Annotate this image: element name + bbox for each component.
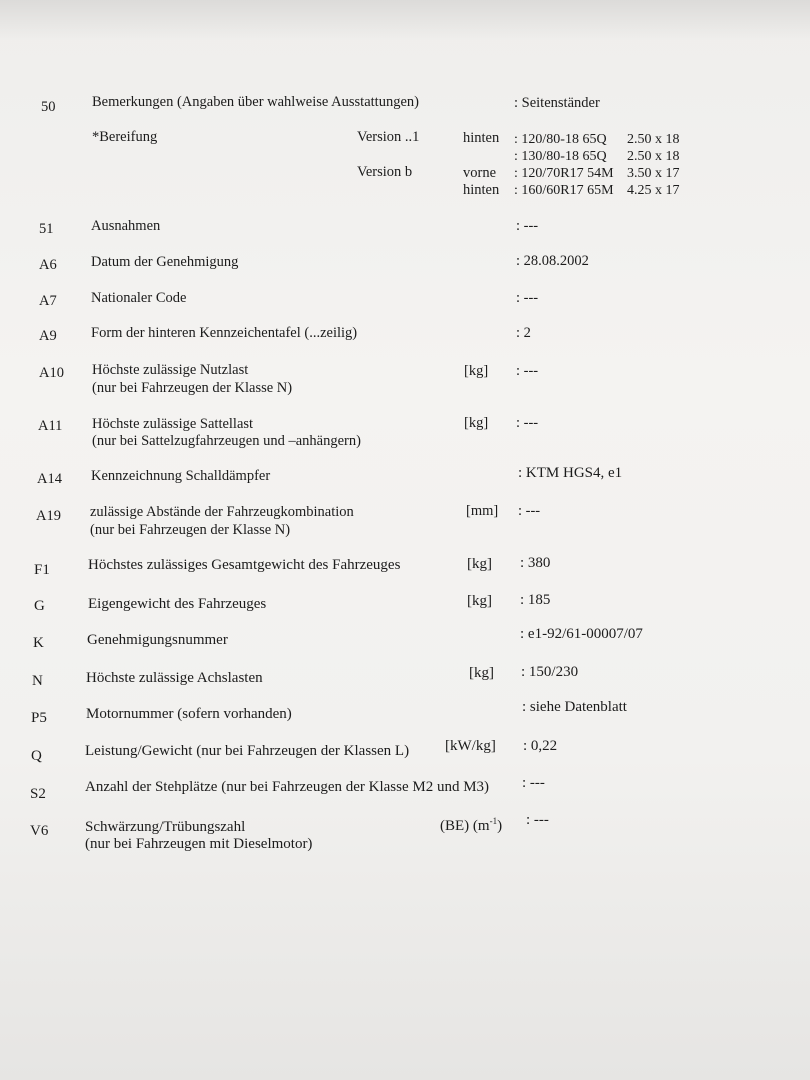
row-code: K <box>33 635 44 651</box>
row-code: F1 <box>34 562 50 578</box>
row-unit-close: ) <box>497 818 503 834</box>
row-value: : 380 <box>520 555 551 571</box>
row-code: 50 <box>41 99 56 115</box>
row-unit: [kg] <box>464 415 489 431</box>
tyres-version-1: Version ..1 <box>357 129 420 145</box>
row-value: : --- <box>516 218 539 234</box>
tyre-spec: : 130/80-18 65Q <box>514 149 607 164</box>
row-code: A10 <box>39 365 64 381</box>
row-code: A11 <box>38 418 63 434</box>
row-label: Genehmigungsnummer <box>87 632 228 648</box>
row-code: A7 <box>39 293 57 309</box>
row-label: zulässige Abstände der Fahrzeugkombination <box>90 504 354 520</box>
tyre-rim: 4.25 x 17 <box>627 183 680 198</box>
row-code: S2 <box>30 786 46 802</box>
row-value: : 2 <box>516 325 531 341</box>
row-unit: [kg] <box>469 665 494 681</box>
tyres-position-front: vorne <box>463 165 497 181</box>
row-value: : 0,22 <box>523 738 558 754</box>
row-label: Nationaler Code <box>91 290 187 306</box>
row-label: Leistung/Gewicht (nur bei Fahrzeugen der Klassen L) <box>85 743 410 759</box>
row-label-note: (nur bei Sattelzugfahrzeugen und –anhängern) <box>92 433 361 449</box>
row-value: : --- <box>516 363 539 379</box>
row-code: P5 <box>31 710 47 726</box>
row-label: Ausnahmen <box>91 218 161 234</box>
row-label: Form der hinteren Kennzeichentafel (...zeilig) <box>91 325 358 341</box>
tyre-rim: 2.50 x 18 <box>627 149 680 164</box>
row-label: Datum der Genehmigung <box>91 254 239 270</box>
row-label: Schwärzung/Trübungszahl <box>85 819 246 835</box>
row-value: : --- <box>526 812 549 828</box>
row-label: Motornummer (sofern vorhanden) <box>86 706 292 722</box>
row-value: : e1-92/61-00007/07 <box>520 626 643 642</box>
row-label: Eigengewicht des Fahrzeuges <box>88 596 267 612</box>
tyres-position-rear: hinten <box>463 182 500 198</box>
row-label: Höchste zulässige Achslasten <box>86 670 263 686</box>
tyre-rim: 2.50 x 18 <box>627 132 680 147</box>
row-label-note: (nur bei Fahrzeugen der Klasse N) <box>90 522 291 538</box>
row-code: G <box>34 598 45 614</box>
row-value: : --- <box>516 415 539 431</box>
row-label: Anzahl der Stehplätze (nur bei Fahrzeugen der Klasse M2 und M3) <box>85 779 490 795</box>
row-value: : KTM HGS4, e1 <box>518 465 623 481</box>
row-value: : siehe Datenblatt <box>522 699 627 715</box>
row-value: : --- <box>516 290 539 306</box>
row-code: Q <box>31 748 42 764</box>
row-label-note: (nur bei Fahrzeugen mit Dieselmotor) <box>85 836 313 852</box>
tyre-spec: : 160/60R17 65M <box>514 183 614 198</box>
row-value: : --- <box>522 775 545 791</box>
row-unit: [kg] <box>467 593 492 609</box>
row-code: V6 <box>30 823 49 839</box>
row-code: A14 <box>37 471 62 487</box>
row-unit: [mm] <box>466 503 499 519</box>
tyres-version-b: Version b <box>357 164 413 180</box>
tyres-position-rear: hinten <box>463 130 500 146</box>
tyre-spec: : 120/70R17 54M <box>514 166 614 181</box>
row-label-note: (nur bei Fahrzeugen der Klasse N) <box>92 380 293 396</box>
row-unit: [kW/kg] <box>445 738 496 754</box>
row-label: Kennzeichnung Schalldämpfer <box>91 468 271 484</box>
row-value: : --- <box>518 503 541 519</box>
row-value: : 150/230 <box>521 664 579 680</box>
tyre-rim: 3.50 x 17 <box>627 166 680 181</box>
row-label: Höchste zulässige Nutzlast <box>92 362 249 378</box>
row-label: Bemerkungen (Angaben über wahlweise Ausstattungen) <box>92 94 419 110</box>
row-unit-exponent: -1 <box>489 816 498 826</box>
row-unit-text: (BE) (m <box>440 818 490 834</box>
row-code: 51 <box>39 221 54 237</box>
row-code: N <box>32 673 43 689</box>
row-unit <box>440 813 502 835</box>
row-value: : Seitenständer <box>514 95 600 111</box>
row-code: A19 <box>36 508 61 524</box>
row-value: : 185 <box>520 592 551 608</box>
row-code: A9 <box>39 328 57 344</box>
row-label: Höchstes zulässiges Gesamtgewicht des Fahrzeuges <box>88 557 401 573</box>
row-unit: [kg] <box>464 363 489 379</box>
row-code: A6 <box>39 257 57 273</box>
row-label: Höchste zulässige Sattellast <box>92 416 254 432</box>
tyre-spec: : 120/80-18 65Q <box>514 132 607 147</box>
tyres-label: *Bereifung <box>92 129 158 145</box>
row-value: : 28.08.2002 <box>516 253 589 269</box>
row-unit: [kg] <box>467 556 492 572</box>
